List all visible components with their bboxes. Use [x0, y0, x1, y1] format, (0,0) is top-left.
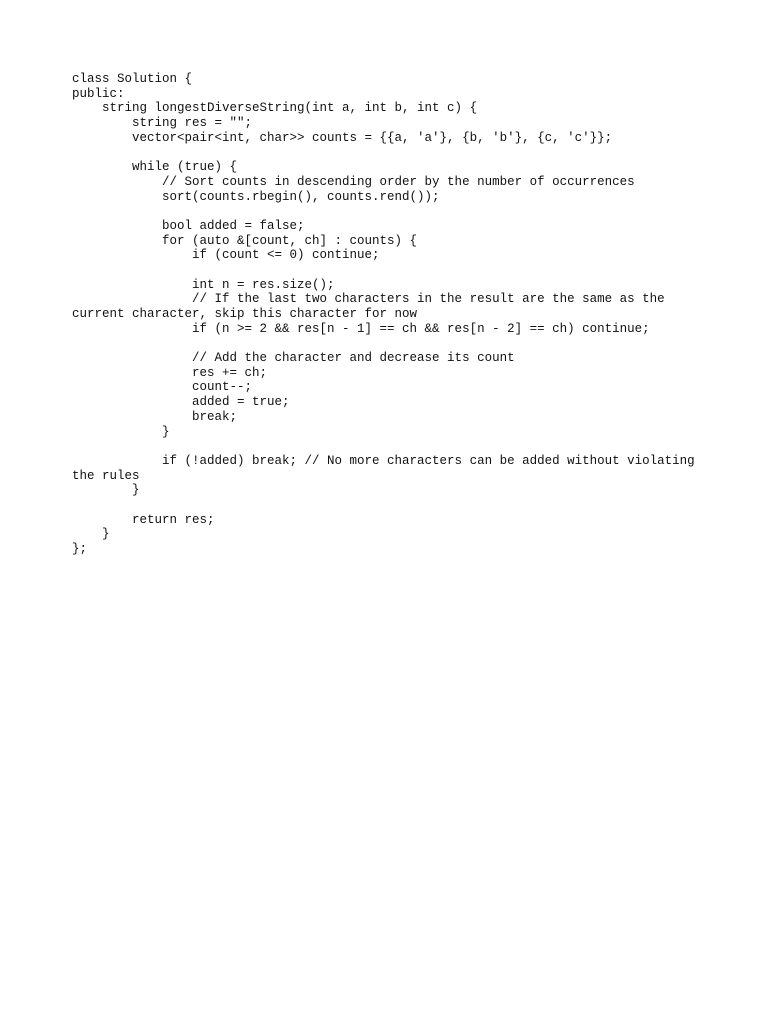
- code-line: [72, 336, 712, 351]
- code-line: [72, 498, 712, 513]
- code-block: [72, 72, 712, 557]
- code-line: // If the last two characters in the result are the same as the: [72, 292, 665, 307]
- code-line: [72, 439, 712, 454]
- code-line: }: [72, 483, 140, 498]
- code-line: added = true;: [72, 395, 290, 410]
- code-line: string longestDiverseString(int a, int b, int c) {: [72, 101, 478, 116]
- code-line: [72, 204, 712, 219]
- code-line: return res;: [72, 512, 215, 527]
- code-line: bool added = false;: [72, 218, 305, 233]
- code-line: if (n >= 2 && res[n - 1] == ch && res[n - 2] == ch) continue;: [72, 321, 650, 336]
- code-line: count--;: [72, 380, 253, 395]
- code-line: current character, skip this character for now: [72, 307, 418, 321]
- code-line: }: [72, 424, 170, 439]
- code-line: string res = "";: [72, 116, 253, 131]
- code-line: }: [72, 527, 110, 542]
- code-line: sort(counts.rbegin(), counts.rend());: [72, 189, 440, 204]
- code-line: // Add the character and decrease its count: [72, 351, 515, 366]
- code-line: int n = res.size();: [72, 277, 335, 292]
- code-line: for (auto &[count, ch] : counts) {: [72, 233, 418, 248]
- code-line: if (count <= 0) continue;: [72, 248, 380, 263]
- code-line: [72, 145, 712, 160]
- code-line: break;: [72, 409, 238, 424]
- code-line: public:: [72, 86, 125, 101]
- code-line: };: [72, 542, 88, 556]
- code-line: class Solution {: [72, 72, 193, 86]
- code-line: vector<pair<int, char>> counts = {{a, 'a'}, {b, 'b'}, {c, 'c'}};: [72, 130, 613, 145]
- code-line: // Sort counts in descending order by the number of occurrences: [72, 174, 635, 189]
- code-line: res += ch;: [72, 365, 268, 380]
- code-line: if (!added) break; // No more characters can be added without violating: [72, 453, 695, 468]
- code-line: the rules: [72, 468, 140, 483]
- code-line: [72, 263, 712, 278]
- code-line: while (true) {: [72, 160, 238, 175]
